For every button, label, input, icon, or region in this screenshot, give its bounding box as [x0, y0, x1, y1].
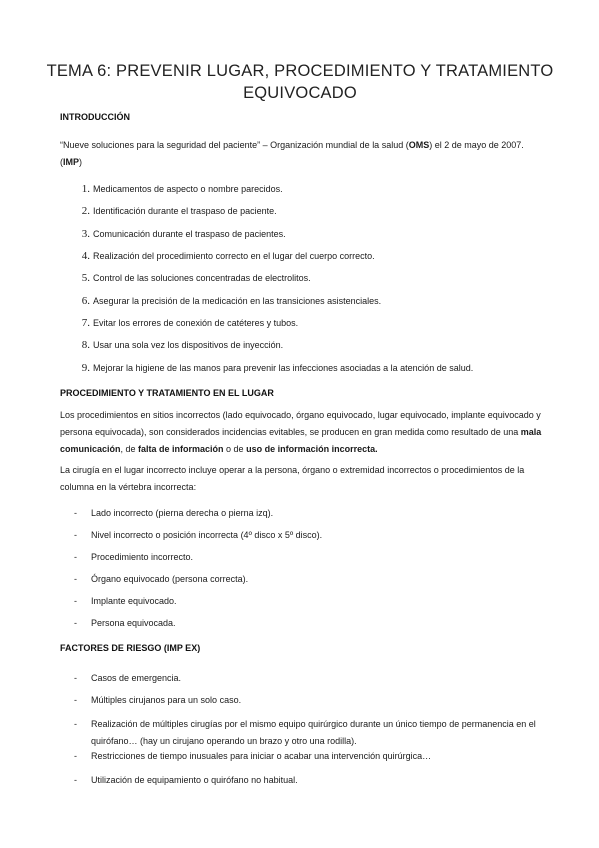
dash-bullet: -	[74, 618, 77, 628]
dash-bullet: -	[74, 552, 77, 562]
risk-heading: FACTORES DE RIESGO (IMP EX)	[60, 643, 201, 653]
dash-bullet: -	[74, 695, 77, 705]
list-text: Órgano equivocado (persona correcta).	[91, 574, 249, 584]
intro-text-b: ) el 2 de mayo de 2007. (	[60, 140, 524, 167]
list-text: Control de las soluciones concentradas de electrolitos.	[93, 273, 311, 283]
dash-bullet: -	[74, 719, 77, 729]
list-text: Mejorar la higiene de las manos para prevenir las infecciones asociadas a la atención de salud.	[93, 363, 474, 373]
intro-text-c: )	[79, 157, 83, 167]
list-number: 8.	[81, 339, 90, 351]
list-text: Lado incorrecto (pierna derecha o pierna izq).	[91, 508, 274, 518]
procedure-text-d: o de	[223, 444, 247, 454]
intro-oms: OMS	[408, 140, 430, 150]
list-text: Utilización de equipamiento o quirófano no habitual.	[91, 775, 298, 785]
list-text: Identificación durante el traspaso de paciente.	[93, 206, 277, 216]
list-text: Múltiples cirujanos para un solo caso.	[91, 695, 242, 705]
list-text: Procedimiento incorrecto.	[91, 552, 194, 562]
list-text: Restricciones de tiempo inusuales para iniciar o acabar una intervención quirúrgica…	[91, 751, 432, 761]
list-number: 1.	[81, 183, 90, 195]
dash-bullet: -	[74, 673, 77, 683]
dash-bullet: -	[74, 574, 77, 584]
list-number: 7.	[81, 317, 90, 329]
list-text: Evitar los errores de conexión de catéteres y tubos.	[93, 318, 299, 328]
dash-bullet: -	[74, 530, 77, 540]
list-number: 3.	[81, 228, 90, 240]
list-text: Usar una sola vez los dispositivos de inyección.	[93, 340, 284, 350]
list-text: Casos de emergencia.	[91, 673, 182, 683]
list-number: 6.	[81, 295, 90, 307]
list-text: Comunicación durante el traspaso de pacientes.	[93, 229, 286, 239]
list-text: Realización de múltiples cirugías por el mismo equipo quirúrgico durante un único tiempo de permanencia en el quirófano… (hay un cirujano operando un brazo y otro una rodilla).	[91, 719, 536, 746]
title-line-2: EQUIVOCADO	[243, 84, 357, 102]
list-number: 5.	[81, 272, 90, 284]
list-text: Realización del procedimiento correcto en el lugar del cuerpo correcto.	[93, 251, 375, 261]
list-text: Asegurar la precisión de la medicación en las transiciones asistenciales.	[93, 296, 382, 306]
dash-bullet: -	[74, 775, 77, 785]
page-title	[40, 60, 560, 104]
dash-bullet: -	[74, 596, 77, 606]
list-number: 9.	[81, 362, 90, 374]
list-text: Implante equivocado.	[91, 596, 177, 606]
dash-bullet: -	[74, 751, 77, 761]
procedure-heading: PROCEDIMIENTO Y TRATAMIENTO EN EL LUGAR	[60, 388, 274, 398]
procedure-text-c: , de	[120, 444, 139, 454]
procedure-paragraph-2: La cirugía en el lugar incorrecto incluye operar a la persona, órgano o extremidad incorrectos o procedimientos de la columna en la vértebra incorrecta:	[60, 465, 525, 492]
procedure-text-a: Los procedimientos en sitios incorrectos (lado equivocado, órgano equivocado, lugar equivocado, implante equivocado y persona equivocada), son considerados incidencias evitables, se producen en gran medida como resultado de una	[60, 410, 541, 437]
list-text: Persona equivocada.	[91, 618, 176, 628]
list-text: Nivel incorrecto o posición incorrecta (4º disco x 5º disco).	[91, 530, 323, 540]
title-line-1: TEMA 6: PREVENIR LUGAR, PROCEDIMIENTO Y TRATAMIENTO	[46, 62, 554, 80]
intro-imp: IMP	[63, 157, 80, 167]
list-number: 2.	[81, 205, 90, 217]
procedure-paragraph-1	[60, 407, 545, 458]
procedure-bold-3: uso de información incorrecta.	[246, 444, 378, 454]
intro-paragraph	[60, 137, 545, 171]
procedure-bold-2: falta de información	[138, 444, 224, 454]
procedure-bold-1: mala comunicación	[60, 427, 542, 454]
list-number: 4.	[81, 250, 90, 262]
intro-heading: INTRODUCCIÓN	[60, 112, 130, 122]
dash-bullet: -	[74, 508, 77, 518]
list-text: Medicamentos de aspecto o nombre parecidos.	[93, 184, 283, 194]
intro-text-a: “Nueve soluciones para la seguridad del paciente” – Organización mundial de la salud (	[60, 140, 409, 150]
